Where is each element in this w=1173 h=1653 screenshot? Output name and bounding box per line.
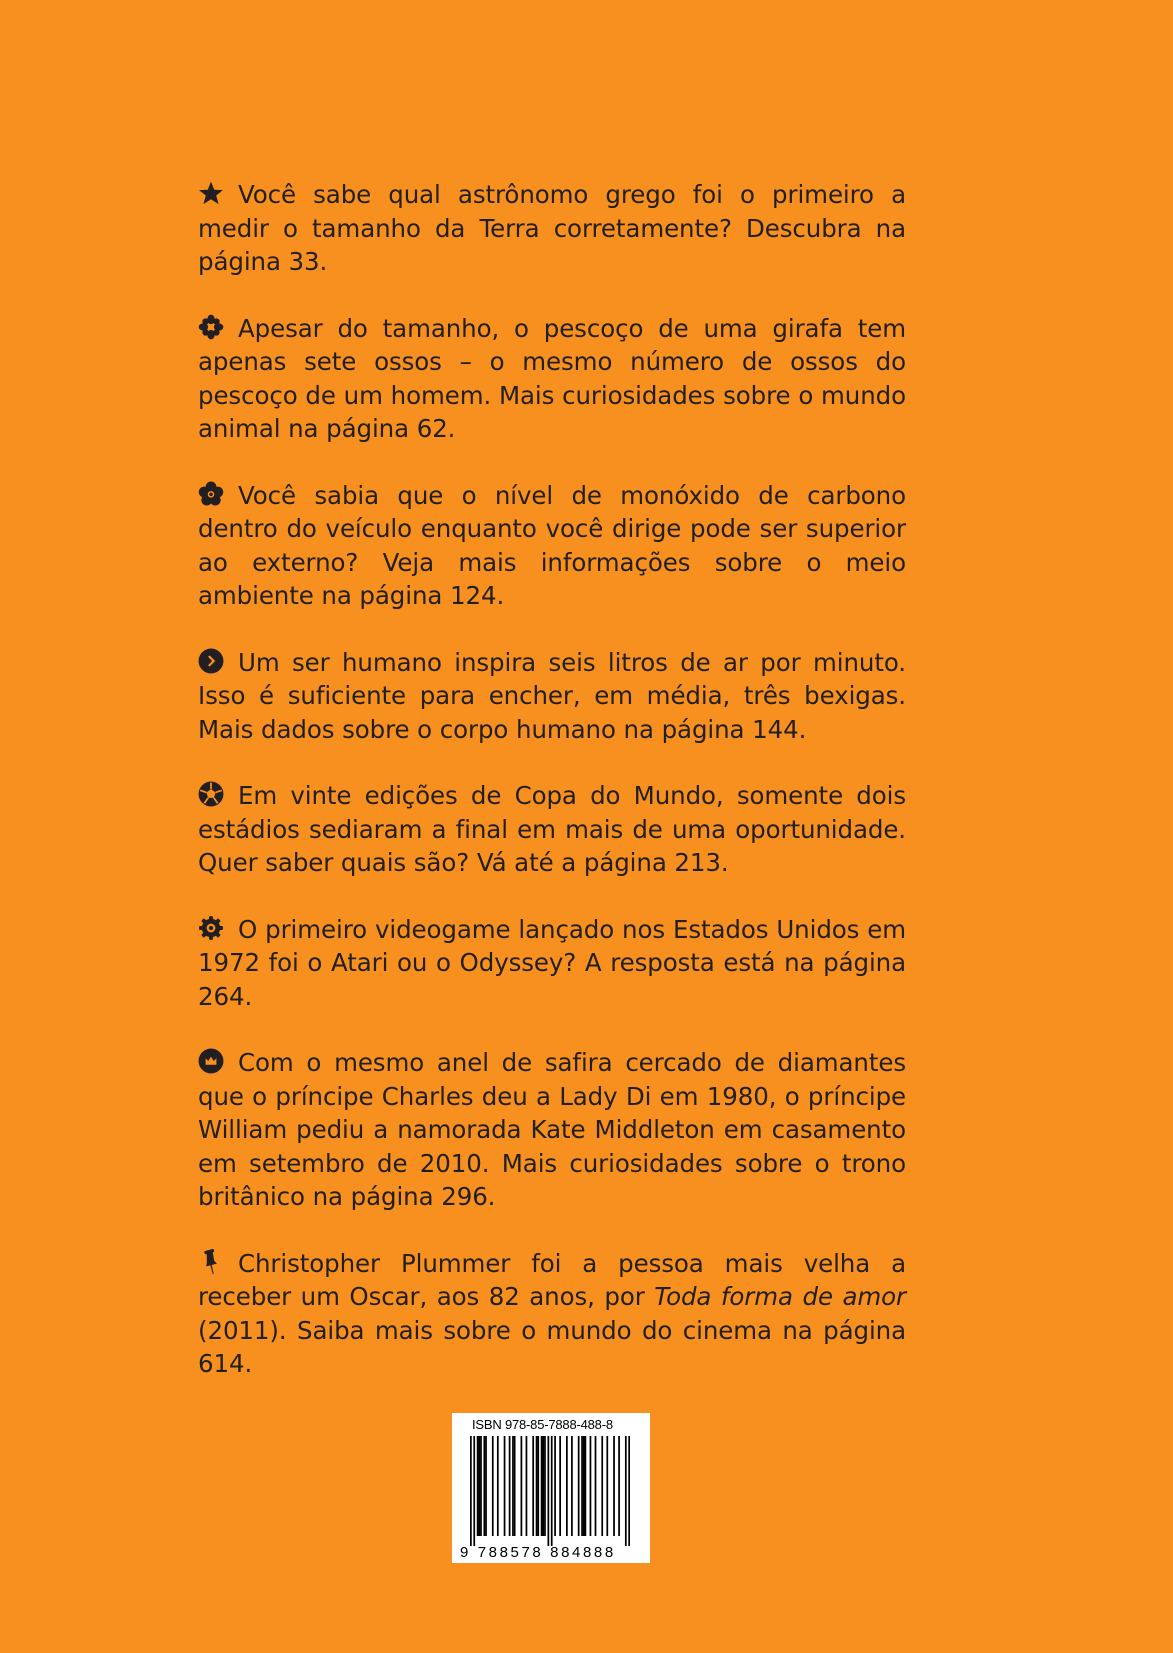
fact-text: Apesar do tamanho, o pescoço de uma girafa tem apenas sete ossos – o mesmo número de ossos do pescoço de um homem. Mais curiosidades sobre o mundo animal na página 62. (198, 313, 906, 443)
barcode-bar (514, 1436, 516, 1536)
barcode-bar (544, 1436, 546, 1536)
barcode-digits: 9 788578 884888 (460, 1544, 616, 1561)
barcode-bar (606, 1436, 608, 1536)
barcode-bar (581, 1436, 583, 1536)
barcode-bar (483, 1436, 485, 1536)
barcode-bar (509, 1436, 511, 1536)
barcode-bar (485, 1436, 487, 1536)
barcode-bar (477, 1436, 479, 1536)
barcode-bars (470, 1436, 630, 1546)
barcode-bar (536, 1436, 538, 1536)
barcode-bar (542, 1436, 544, 1536)
barcode-bar (559, 1436, 561, 1536)
star-icon (198, 180, 224, 206)
barcode-bar (618, 1436, 620, 1536)
barcode-bar (492, 1436, 494, 1536)
barcode-bar (571, 1436, 573, 1536)
fact-videogame (198, 913, 906, 1014)
barcode-bar (585, 1436, 587, 1536)
barcode-bar (504, 1436, 506, 1536)
barcode-bar (625, 1436, 627, 1546)
barcode-bar (521, 1436, 523, 1536)
fact-cinema (198, 1247, 906, 1381)
fact-animals (198, 312, 906, 446)
barcode-label (452, 1413, 650, 1563)
barcode-bar (583, 1436, 585, 1536)
fact-text: Você sabia que o nível de monóxido de carbono dentro do veículo enquanto você dirige pode ser superior ao externo? Veja mais informações sobre o meio ambiente na página 124. (198, 480, 906, 610)
barcode-bar (628, 1436, 630, 1546)
flower-icon (198, 481, 224, 507)
fact-text: Com o mesmo anel de safira cercado de diamantes que o príncipe Charles deu a Lady Di em 1980, o príncipe William pediu a namorada Kate Middleton em casamento em setembro de 2010. Mais curiosidades sobre o trono britânico na página 296. (198, 1048, 906, 1211)
fact-environment (198, 479, 906, 613)
fact-text: Em vinte edições de Copa do Mundo, somente dois estádios sediaram a final em mais de uma oportunidade. Quer saber quais são? Vá até a página 213. (198, 781, 906, 877)
barcode-bar (512, 1436, 514, 1536)
isbn-number: ISBN 978-85-7888-488-8 (472, 1417, 613, 1432)
barcode-bar (541, 1436, 543, 1536)
barcode-bar (613, 1436, 615, 1536)
circle-arrow-icon (198, 648, 224, 674)
barcode-bar (554, 1436, 556, 1536)
crown-circle-icon (198, 1048, 224, 1074)
barcode-bar (551, 1436, 553, 1546)
fact-text: Christopher Plummer foi a pessoa mais velha a receber um Oscar, aos 82 anos, por (198, 1248, 906, 1311)
fact-text: Você sabe qual astrônomo grego foi o primeiro a medir o tamanho da Terra corretamente? Descubra na página 33. (198, 180, 906, 276)
barcode-bar (478, 1436, 480, 1536)
barcode-bar (526, 1436, 528, 1536)
barcode-bar (578, 1436, 580, 1536)
fact-human-body (198, 646, 906, 747)
barcode-bar (532, 1436, 534, 1536)
fact-text: O primeiro videogame lançado nos Estados Unidos em 1972 foi o Atari ou o Odyssey? A resposta está na página 264. (198, 914, 906, 1011)
gear-icon (198, 915, 224, 941)
asterisk-flower-icon (198, 314, 224, 340)
fact-text: Um ser humano inspira seis litros de ar por minuto. Isso é suficiente para encher, em média, três bexigas. Mais dados sobre o corpo humano na página 144. (198, 647, 906, 744)
soccer-ball-icon (198, 781, 224, 807)
barcode-bar (601, 1436, 603, 1536)
fact-text-continued: (2011). Saiba mais sobre o mundo do cinema na página 614. (198, 1315, 906, 1378)
fact-astronomy (198, 178, 906, 279)
barcode-bar (590, 1436, 592, 1536)
fact-world-cup (198, 779, 906, 880)
fact-british-throne (198, 1046, 906, 1214)
pushpin-icon (198, 1249, 224, 1275)
barcode-bar (547, 1436, 549, 1546)
barcode-bar (473, 1436, 475, 1546)
barcode-bar (480, 1436, 482, 1536)
barcode-bar (595, 1436, 597, 1536)
barcode-bar (470, 1436, 472, 1546)
facts-list (198, 178, 906, 1381)
barcode-bar (537, 1436, 539, 1536)
barcode-bar (566, 1436, 568, 1536)
movie-title: Toda forma de amor (654, 1282, 906, 1311)
barcode-bar (497, 1436, 499, 1536)
